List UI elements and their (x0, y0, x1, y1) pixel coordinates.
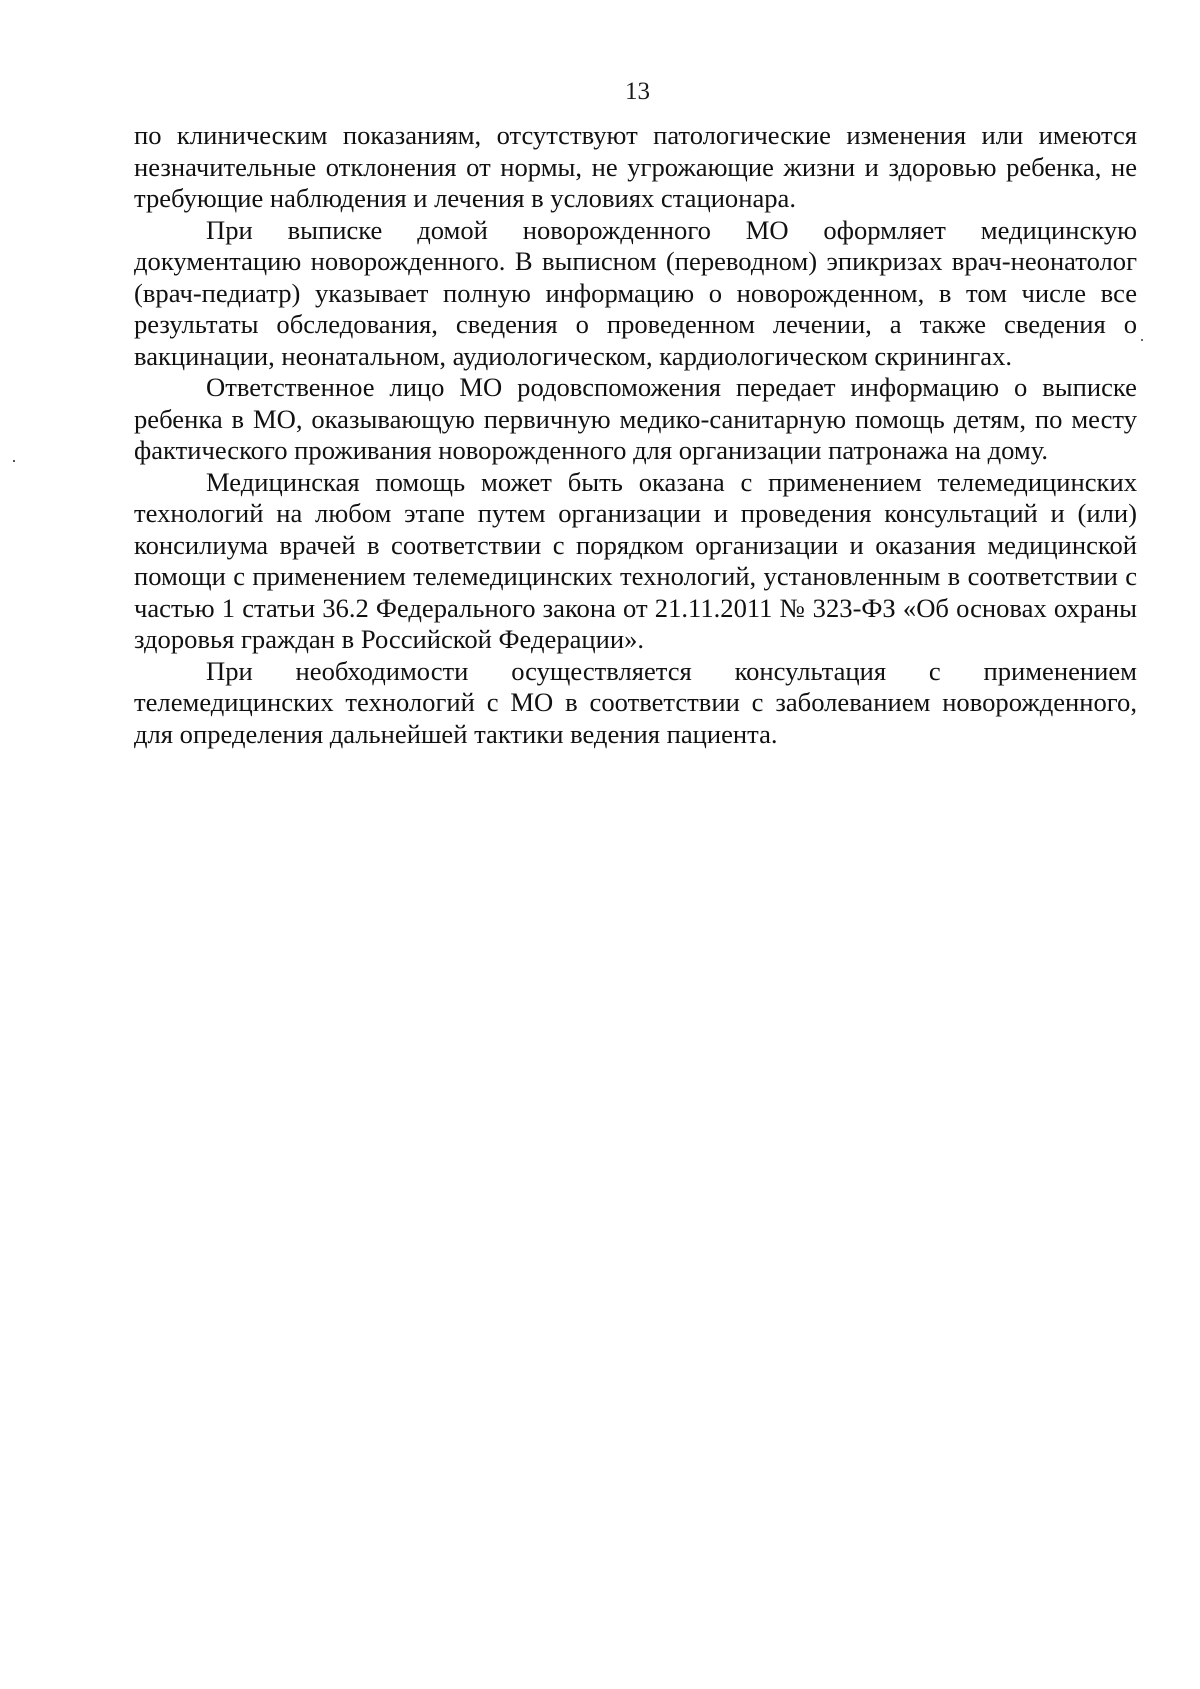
paragraph-consultation: При необходимости осуществляется консультация с применением телемедицинских технологий с МО в соответствии с заболеванием новорожденного, для определения дальнейшей тактики ведения пациента. (134, 655, 1137, 749)
page-number: 13 (625, 78, 650, 105)
paragraph-telemedicine: Медицинская помощь может быть оказана с применением телемедицинских технологий на любом этапе путем организации и проведения консультаций и (или) консилиума врачей в соответствии с порядком организации и оказания медицинской помощи с применением телемедицинских технологий, установленным в соответствии с частью 1 статьи 36.2 Федерального закона от 21.11.2011 № 323-ФЗ «Об основах охраны здоровья граждан в Российской Федерации». (134, 466, 1137, 654)
scan-speck (1141, 339, 1143, 341)
document-body (134, 120, 1137, 750)
paragraph-discharge-documentation: При выписке домой новорожденного МО оформляет медицинскую документацию новорожденного. В выписном (переводном) эпикризах врач-неонатолог (врач-педиатр) указывает полную информацию о новорожденном, в том числе все результаты обследования, сведения о проведенном лечении, а также сведения о вакцинации, неонатальном, аудиологическом, кардиологическом скринингах. (134, 214, 1137, 371)
paragraph-continuation: по клиническим показаниям, отсутствуют патологические изменения или имеются незначительные отклонения от нормы, не угрожающие жизни и здоровью ребенка, не требующие наблюдения и лечения в условиях стационара. (134, 120, 1137, 213)
paragraph-discharge-notification: Ответственное лицо МО родовспоможения передает информацию о выписке ребенка в МО, оказывающую первичную медико-санитарную помощь детям, по месту фактического проживания новорожденного для организации патронажа на дому. (134, 372, 1137, 465)
scan-speck (13, 460, 15, 462)
